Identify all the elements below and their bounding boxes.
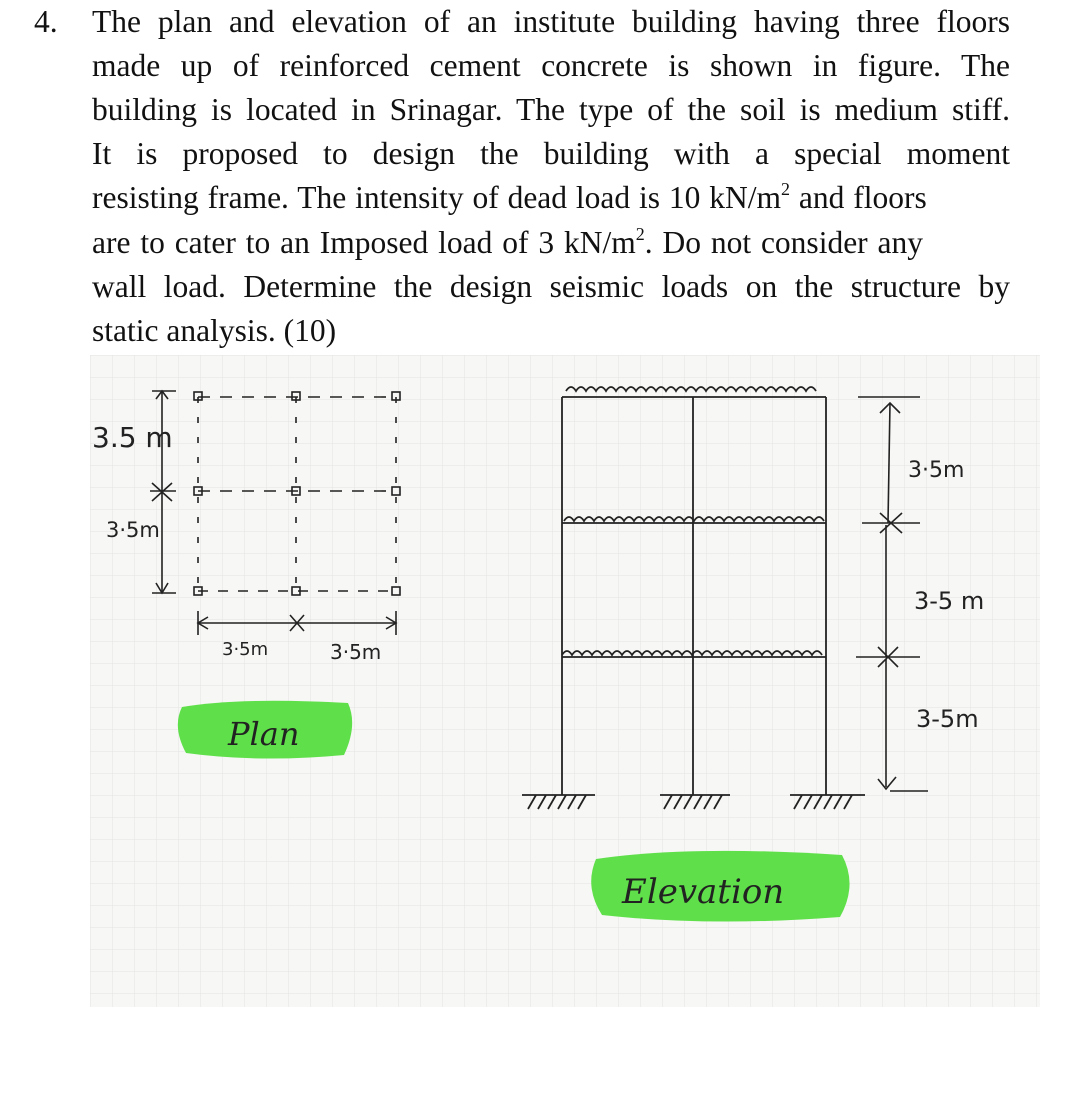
elevation-dim-middle: 3-5 m: [914, 587, 985, 615]
question-line-5-tail: and floors: [790, 180, 927, 215]
question-line-3: building is located in Srinagar. The type of the soil is medium stiff.: [92, 92, 1010, 127]
question-line-5-text: resisting frame. The intensity of dead load is 10 kN/m: [92, 180, 782, 215]
plan-dim-left-bottom: 3·5m: [106, 518, 160, 542]
question-number: 4.: [34, 4, 58, 39]
elevation-dim-top: 3·5m: [908, 458, 965, 483]
plan-dim-bottom-left: 3·5m: [222, 639, 269, 660]
question-line-6: [92, 221, 1010, 266]
grid-lines: [90, 355, 1040, 1007]
question-line-6-text: are to cater to an Imposed load of 3 kN/m: [92, 225, 636, 260]
question-line-7: wall load. Determine the design seismic loads on the structure by: [92, 269, 1010, 304]
elevation-dim-bottom: 3-5m: [916, 705, 979, 733]
question-line-2: made up of reinforced cement concrete is shown in figure. The: [92, 48, 1010, 83]
superscript-2: 2: [781, 179, 791, 199]
question-line-4: It is proposed to design the building with a special moment: [92, 136, 1010, 171]
elevation-title: Elevation: [622, 872, 785, 912]
question-line-8: static analysis. (10): [92, 313, 337, 348]
plan-title: Plan: [228, 715, 300, 753]
question-line-5: [92, 176, 1010, 221]
sketch-figure: [90, 355, 1040, 1007]
superscript-2b: 2: [635, 224, 645, 244]
plan-dim-left-top: 3.5 m: [92, 421, 173, 454]
plan-dim-bottom-right: 3·5m: [330, 640, 382, 664]
question-line-6-tail: . Do not consider any: [644, 225, 924, 260]
sketch-svg: [90, 355, 1040, 1007]
question-line-1: The plan and elevation of an institute building having three floors: [92, 4, 1010, 39]
